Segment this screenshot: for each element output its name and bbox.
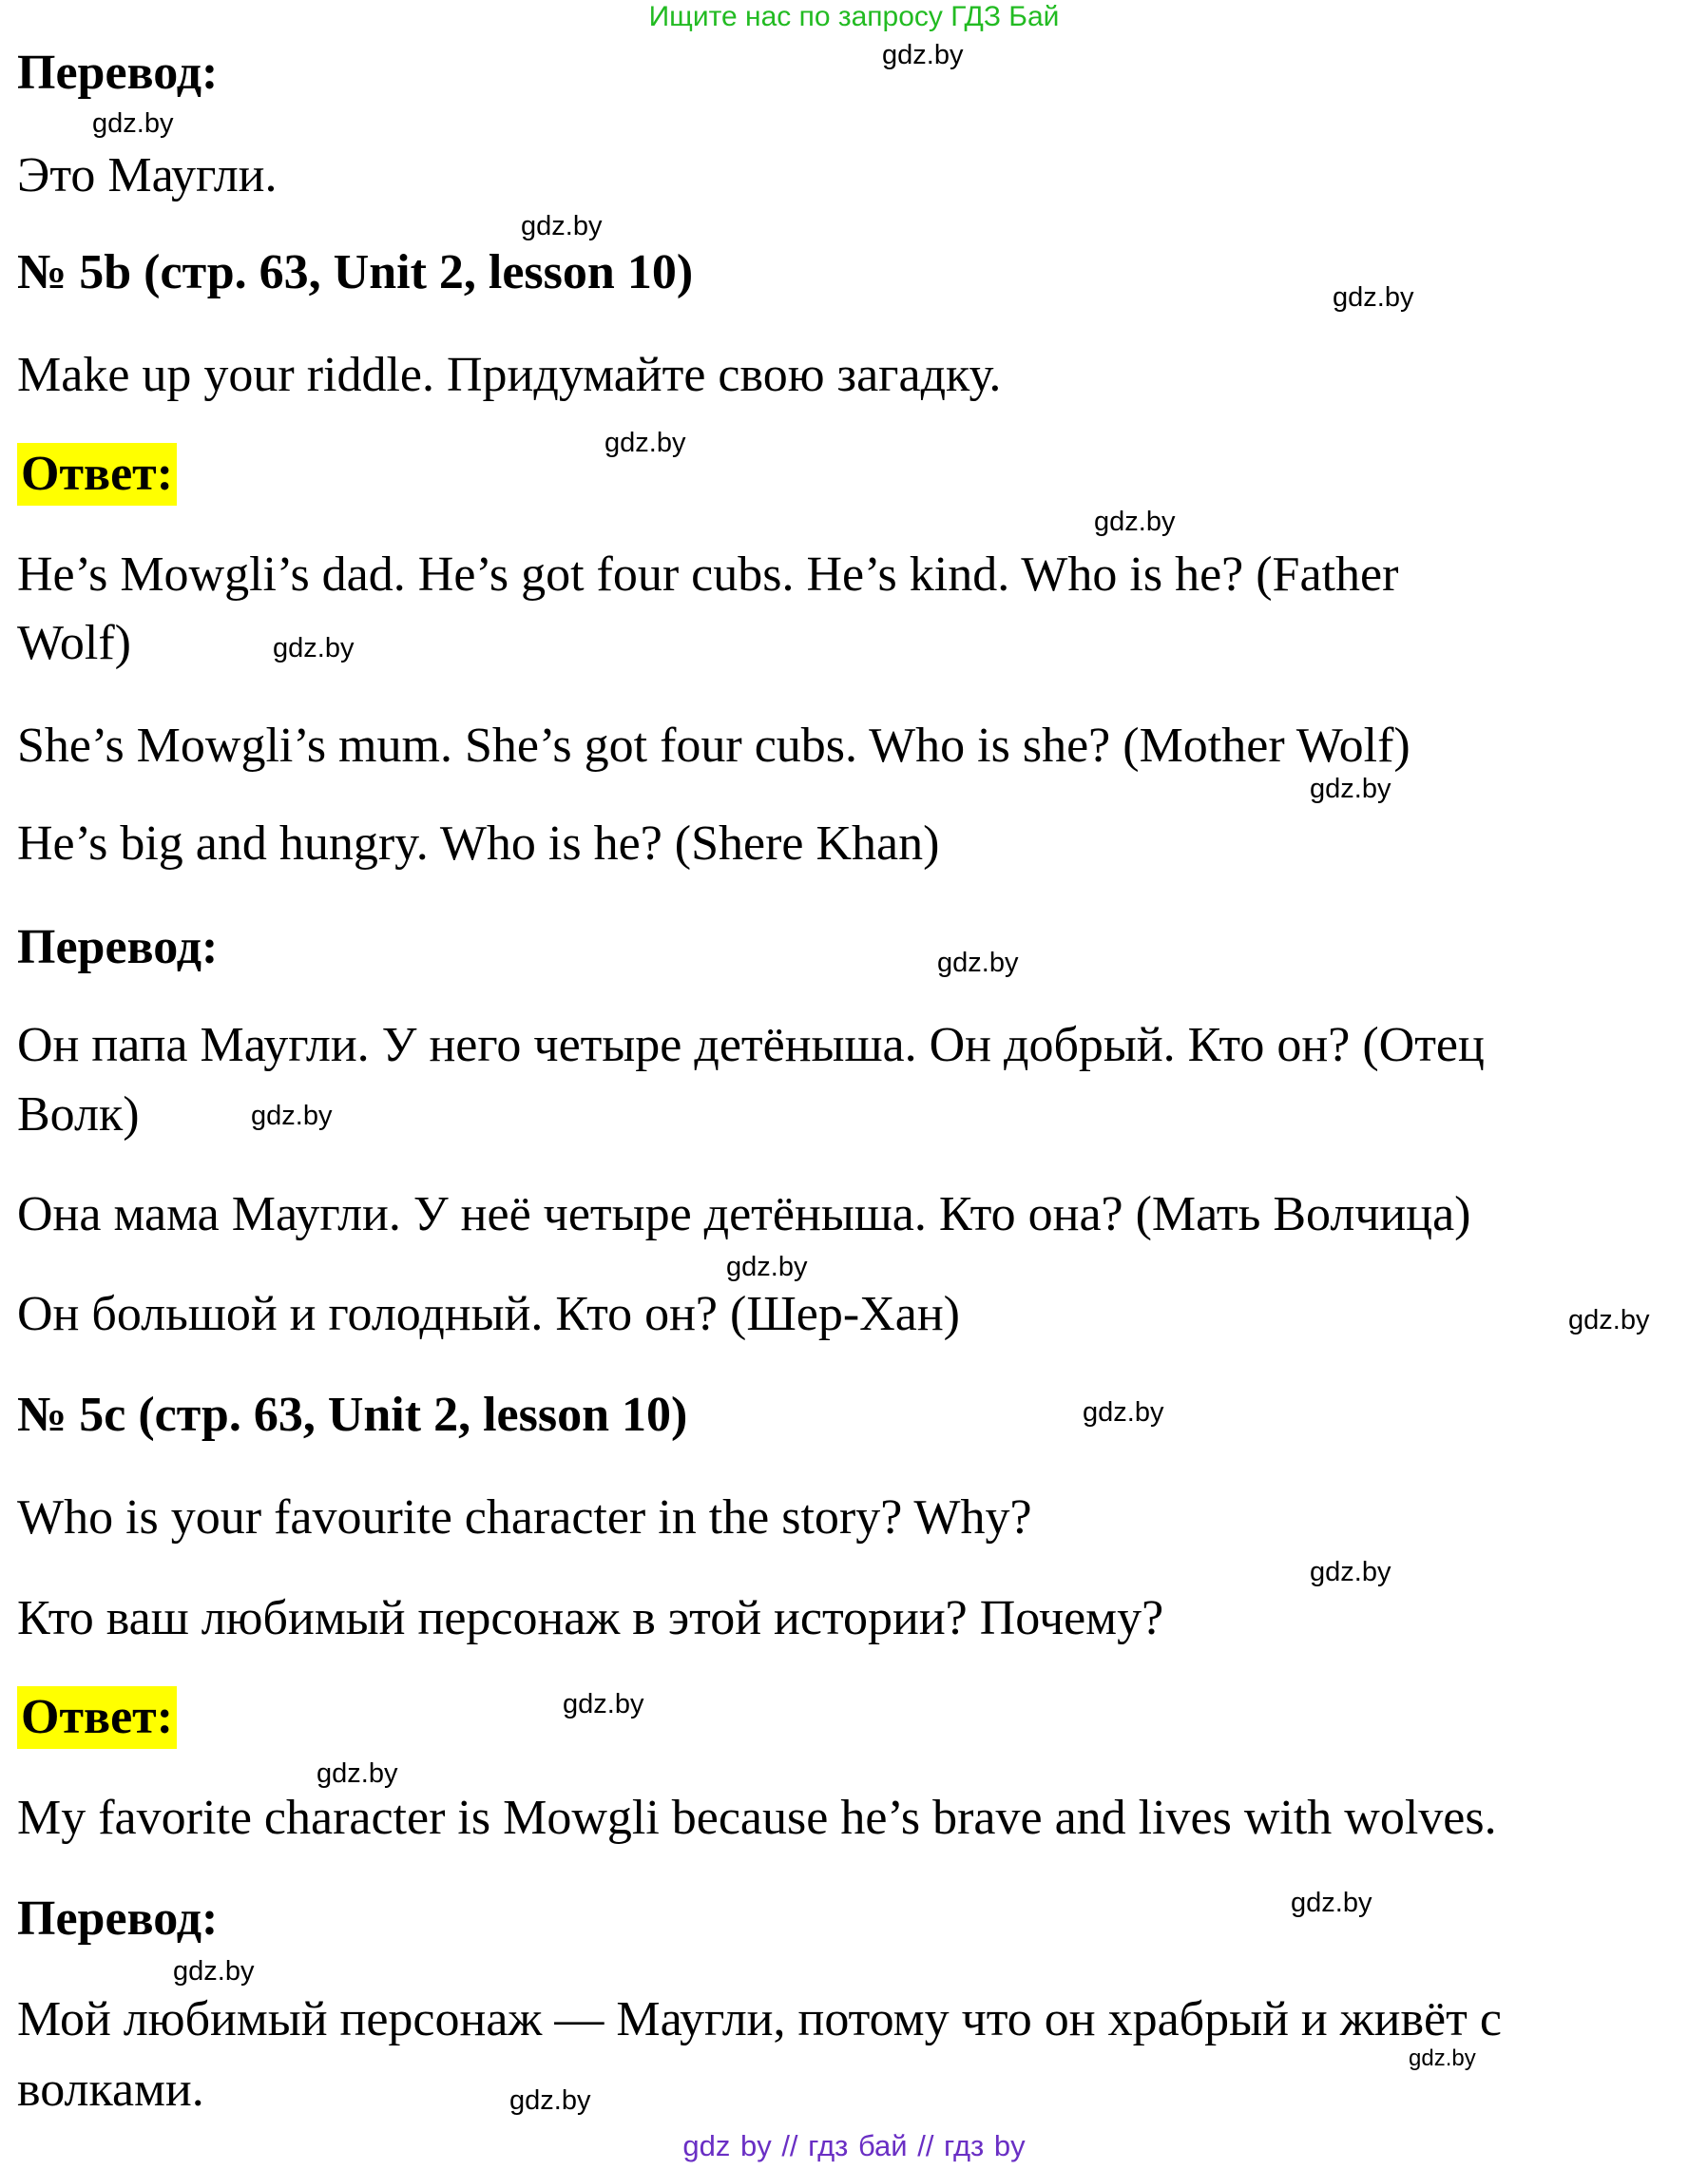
exercise-title: № 5b (стр. 63, Unit 2, lesson 10) xyxy=(17,245,694,299)
watermark: gdz.by xyxy=(317,1758,398,1789)
watermark: gdz.by xyxy=(1310,1557,1391,1587)
translation-line: Мой любимый персонаж — Маугли, потому что он храбрый и живёт с xyxy=(17,1992,1502,2046)
watermark: gdz.by xyxy=(1333,282,1414,313)
top-banner: Ищите нас по запросу ГДЗ Бай xyxy=(648,1,1060,32)
translation-heading: Перевод: xyxy=(17,46,219,100)
answer-label: Ответ: xyxy=(17,1686,177,1749)
watermark: gdz.by xyxy=(1094,507,1176,537)
footer-links: gdz by // гдз бай // гдз by xyxy=(682,2129,1026,2162)
translation-line: Он папа Маугли. У него четыре детёныша. Он добрый. Кто он? (Отец xyxy=(17,1018,1485,1072)
answer-line: Wolf) xyxy=(17,616,131,670)
watermark: gdz.by xyxy=(937,948,1019,978)
answer-line: He’s big and hungry. Who is he? (Shere Khan) xyxy=(17,816,940,871)
answer-label: Ответ: xyxy=(17,443,177,506)
task-text: Make up your riddle. Придумайте свою загадку. xyxy=(17,348,1002,402)
watermark: gdz.by xyxy=(521,211,603,241)
watermark: gdz.by xyxy=(1291,1888,1372,1918)
watermark: gdz.by xyxy=(605,428,686,458)
watermark: gdz.by xyxy=(563,1689,644,1719)
translation-heading: Перевод: xyxy=(17,1892,219,1946)
watermark: gdz.by xyxy=(1568,1305,1650,1335)
watermark: gdz.by xyxy=(251,1101,333,1131)
watermark: gdz.by xyxy=(882,40,964,70)
translation-heading: Перевод: xyxy=(17,920,219,974)
watermark: gdz.by xyxy=(1310,774,1391,804)
answer-line: He’s Mowgli’s dad. He’s got four cubs. He’s kind. Who is he? (Father xyxy=(17,547,1399,602)
exercise-title: № 5c (стр. 63, Unit 2, lesson 10) xyxy=(17,1388,688,1442)
watermark: gdz.by xyxy=(273,633,355,663)
task-text: Who is your favourite character in the story? Why? xyxy=(17,1490,1032,1545)
watermark: gdz.by xyxy=(509,2085,591,2116)
answer-line: My favorite character is Mowgli because he’s brave and lives with wolves. xyxy=(17,1791,1497,1845)
watermark: gdz.by xyxy=(1083,1397,1164,1428)
translation-line: Она мама Маугли. У неё четыре детёныша. Кто она? (Мать Волчица) xyxy=(17,1187,1471,1241)
watermark: gdz.by xyxy=(173,1956,255,1987)
watermark: gdz.by xyxy=(92,108,174,139)
watermark: gdz.by xyxy=(726,1252,808,1282)
translation-text: Это Маугли. xyxy=(17,148,278,202)
answer-line: She’s Mowgli’s mum. She’s got four cubs. Who is she? (Mother Wolf) xyxy=(17,719,1411,773)
watermark: gdz.by xyxy=(1409,2045,1476,2071)
translation-line: Он большой и голодный. Кто он? (Шер-Хан) xyxy=(17,1287,960,1341)
translation-line: волками. xyxy=(17,2063,204,2117)
task-text: Кто ваш любимый персонаж в этой истории? Почему? xyxy=(17,1591,1164,1645)
translation-line: Волк) xyxy=(17,1087,140,1142)
